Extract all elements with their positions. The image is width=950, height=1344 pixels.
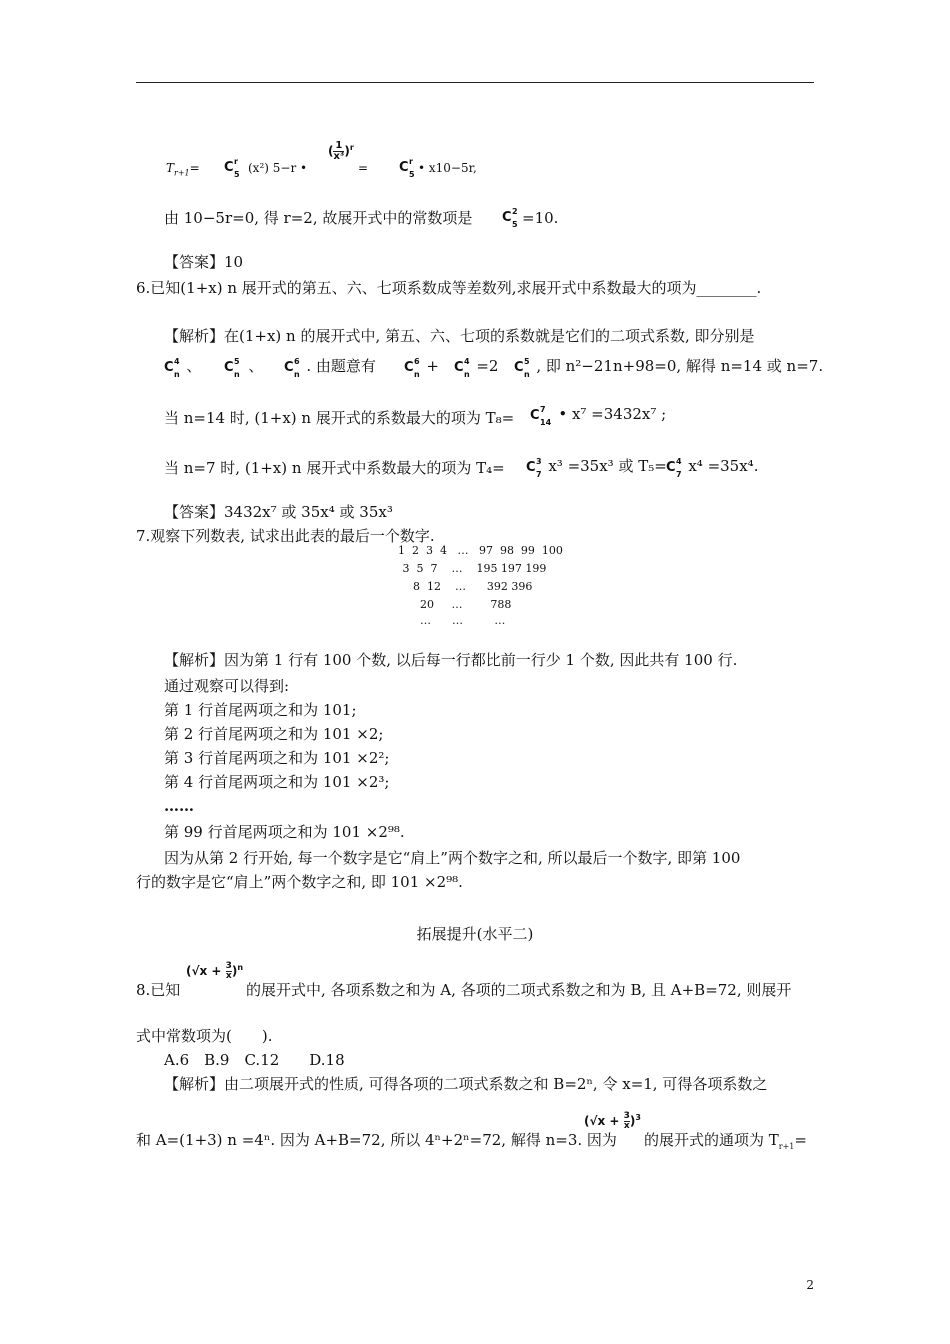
solution-6d xyxy=(164,458,505,478)
solution-8b-2 xyxy=(644,1130,807,1157)
equals-sign: = xyxy=(189,161,200,175)
table-row: 8 12 … 392 396 xyxy=(392,580,533,593)
solution-7c: 第 1 行首尾两项之和为 101; xyxy=(164,701,357,719)
solution-7h: 第 99 行首尾两项之和为 101 ×2⁹⁸. xyxy=(164,823,405,841)
formula-eq2 xyxy=(358,158,368,178)
equals-sign-2: = xyxy=(358,161,369,175)
q8-expression xyxy=(186,958,243,981)
solution-tail-text: =10. xyxy=(522,209,559,227)
case-n14-result: • x⁷ =3432x⁷ ; xyxy=(558,405,667,423)
formula-tail-text: • x10−5r, xyxy=(418,161,477,175)
formula-frac xyxy=(328,138,354,162)
combination-cn4-b: C 4 n xyxy=(454,357,470,379)
t-symbol: T xyxy=(166,161,175,175)
combination-cn4: C 4 n xyxy=(164,357,180,379)
solution-6a: 【解析】在(1+x) n 的展开式中, 第五、六、七项的系数就是它们的二项式系数, 即分别是 xyxy=(164,327,755,345)
question-8a xyxy=(136,980,180,1000)
table-row: … … … xyxy=(392,614,506,627)
s8-subscript: r+1 xyxy=(778,1142,795,1151)
case-n7-result-b: x⁴ =35x⁴. xyxy=(688,457,759,475)
plus-sign: + xyxy=(426,357,439,375)
question-7: 7.观察下列数表, 试求出此表的最后一个数字. xyxy=(136,527,435,545)
q8-prefix: 8.已知 xyxy=(136,981,181,999)
answer-5: 【答案】10 xyxy=(164,253,244,271)
solution-7e: 第 3 行首尾两项之和为 101 ×2²; xyxy=(164,749,390,767)
solution-7f: 第 4 行首尾两项之和为 101 ×2³; xyxy=(164,773,390,791)
solution-7d: 第 2 行首尾两项之和为 101 ×2; xyxy=(164,725,384,743)
case-n7-result-a: x³ =35x³ 或 T₅= xyxy=(548,457,667,475)
solution-6b-2 xyxy=(224,356,263,378)
s8-eq: = xyxy=(794,1131,807,1149)
question-8-options: A.6 B.9 C.12 D.18 xyxy=(164,1051,345,1069)
t-subscript: r+1 xyxy=(174,168,190,178)
solution-6b-3 xyxy=(284,356,376,378)
solution-7j: 行的数字是它“肩上”两个数字之和, 即 101 ×2⁹⁸. xyxy=(136,873,463,891)
formula-c5r xyxy=(224,156,240,179)
solution-text: 由 10−5r=0, 得 r=2, 故展开式中的常数项是 xyxy=(164,209,473,227)
solution-7g: …… xyxy=(164,797,194,815)
combination-c14-7: C 7 14 xyxy=(530,405,552,427)
combination-c5r: C r 5 xyxy=(224,157,240,179)
q8-body: 的展开式中, 各项系数之和为 A, 各项的二项式系数之和为 B, 且 A+B=72, 则展开 xyxy=(246,981,792,999)
answer-6: 【答案】3432x⁷ 或 35x⁴ 或 35x³ xyxy=(164,503,393,521)
section-title: 拓展提升(水平二) xyxy=(416,925,534,943)
s8-text-2: 的展开式的通项为 T xyxy=(644,1131,779,1149)
combination-cn5: C 5 n xyxy=(224,357,240,379)
solution-7i: 因为从第 2 行开始, 每一个数字是它“肩上”两个数字之和, 所以最后一个数字, 即第 100 xyxy=(164,849,741,867)
eq-two: =2 xyxy=(476,357,499,375)
c52-term xyxy=(502,206,518,229)
combination-c5r-2: C r 5 xyxy=(399,157,415,179)
separator-1: 、 xyxy=(186,357,202,375)
question-6: 6.已知(1+x) n 展开式的第五、六、七项系数成等差数列,求展开式中系数最大的项为________. xyxy=(136,279,762,297)
formula-mid xyxy=(248,158,307,178)
solution-6d-3 xyxy=(666,456,758,478)
combination-cn6: C 6 n xyxy=(284,357,300,379)
solution-7b: 通过观察可以得到: xyxy=(164,677,290,695)
s8-text-1: 和 A=(1+3) n =4ⁿ. 因为 A+B=72, 所以 4ⁿ+2ⁿ=72, 解得 n=3. 因为 xyxy=(136,1131,617,1149)
formula-c5r-2 xyxy=(399,156,415,179)
table-row: 20 … 788 xyxy=(392,598,512,611)
text-tiyi: . 由题意有 xyxy=(306,357,376,375)
combination-cn5-b: C 5 n xyxy=(514,357,530,379)
solution-6c xyxy=(164,408,514,428)
solution-8b xyxy=(136,1130,617,1150)
separator-2: 、 xyxy=(248,357,264,375)
quadratic-text: , 即 n²−21n+98=0, 解得 n=14 或 n=7. xyxy=(536,357,824,375)
solution-6d-2 xyxy=(526,456,667,478)
fraction-one-over-x3: ( $\frac{1}{\text{x³}}$ )$^r$ xyxy=(328,140,354,162)
formula-line-tr1 xyxy=(166,158,200,183)
question-8c: 式中常数项为( ). xyxy=(136,1027,273,1045)
binomial-expression: (√x + $\frac{3}{x}$ )$^n$ xyxy=(186,961,244,981)
solution-6c-2 xyxy=(530,404,666,426)
solution-6b-4 xyxy=(404,356,439,378)
combination-c7-4: C 4 7 xyxy=(666,457,682,479)
formula-tail xyxy=(418,158,477,178)
solution-6b-5 xyxy=(454,356,498,378)
solution-tail xyxy=(522,208,558,228)
solution-6b xyxy=(164,356,201,378)
question-8b xyxy=(246,980,791,1000)
header-rule xyxy=(136,82,814,83)
solution-7a: 【解析】因为第 1 行有 100 个数, 以后每一行都比前一行少 1 个数, 因此共有 100 行. xyxy=(164,651,738,669)
solution-8a: 【解析】由二项展开式的性质, 可得各项的二项式系数之和 B=2ⁿ, 令 x=1, 可得各项系数之 xyxy=(164,1075,768,1093)
combination-cn6-b: C 6 n xyxy=(404,357,420,379)
combination-c7-3: C 3 7 xyxy=(526,457,542,479)
solution-line xyxy=(164,208,472,228)
table-row: 1 2 3 4 … 97 98 99 100 xyxy=(398,544,563,557)
table-row: 3 5 7 … 195 197 199 xyxy=(392,562,547,575)
case-n7-text: 当 n=7 时, (1+x) n 展开式中系数最大的项为 T₄= xyxy=(164,459,505,477)
binomial-expression-n3: (√x + $\frac{3}{x}$ )$^3$ xyxy=(584,1111,641,1131)
solution-6b-6 xyxy=(514,356,823,378)
combination-c52: C 2 5 xyxy=(502,207,518,229)
formula-mid-text: (x²) 5−r • xyxy=(248,161,308,175)
case-n14-text: 当 n=14 时, (1+x) n 展开式的系数最大的项为 T₈= xyxy=(164,409,515,427)
s8-expression xyxy=(584,1108,641,1131)
page-number: 2 xyxy=(806,1278,814,1292)
